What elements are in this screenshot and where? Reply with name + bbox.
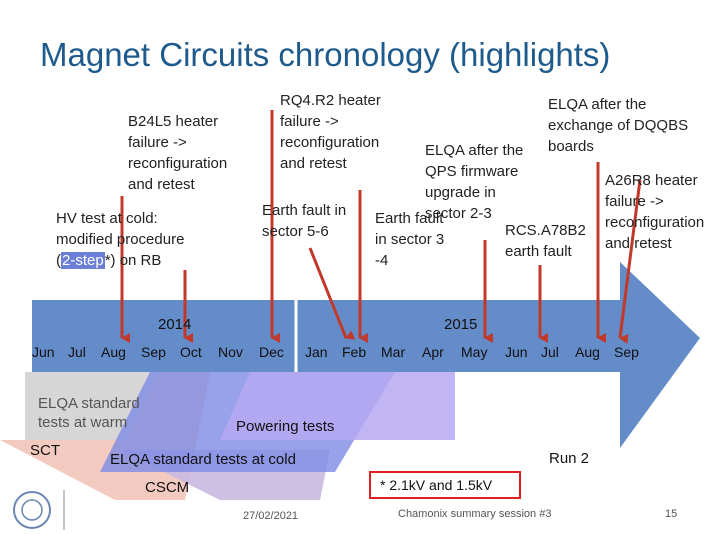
month-label: Jan — [305, 344, 328, 360]
event-rcs-a78b2: RCS.A78B2 earth fault — [505, 222, 586, 260]
footer-date: 27/02/2021 — [243, 510, 299, 522]
cern-logo — [14, 492, 50, 528]
month-label: Nov — [218, 344, 243, 360]
event-elqa-dqqbs: ELQA after the exchange of DQQBS boards — [548, 96, 689, 155]
event-hv-test: HV test at cold: modified procedure (2-step*) on RB — [56, 210, 185, 269]
year-2014: 2014 — [158, 316, 192, 333]
event-elqa-qps: ELQA after the QPS firmware upgrade in sector 2-3 — [425, 142, 524, 222]
footnote-text: * 2.1kV and 1.5kV — [380, 477, 493, 493]
month-label: Aug — [101, 344, 126, 360]
two-step-highlight: 2-step — [62, 252, 104, 269]
month-label: Jul — [68, 344, 86, 360]
event-b24l5: B24L5 heater failure -> reconfiguration and retest — [128, 113, 228, 193]
phase-run2: Run 2 — [549, 450, 590, 467]
month-label: Jun — [505, 344, 528, 360]
phase-sct: SCT — [30, 442, 60, 459]
year-2015: 2015 — [444, 316, 478, 333]
month-label: Apr — [422, 344, 444, 360]
phase-elqa-warm: ELQA standard tests at warm — [38, 395, 140, 431]
event-earth-fault-s34: Earth fault in sector 3 -4 — [375, 210, 445, 269]
footer-session: Chamonix summary session #3 — [398, 508, 552, 520]
month-label: Dec — [259, 344, 284, 360]
page-title: Magnet Circuits chronology (highlights) — [40, 36, 611, 73]
event-a26r8: A26R8 heater failure -> reconfiguration and retest — [605, 172, 705, 252]
phase-powering: Powering tests — [236, 418, 335, 435]
month-label: Sep — [614, 344, 639, 360]
month-label: Sep — [141, 344, 166, 360]
month-label: Jun — [32, 344, 55, 360]
footer-page-number: 15 — [665, 508, 678, 520]
month-label: Oct — [180, 344, 202, 360]
month-label: May — [461, 344, 488, 360]
month-label: Aug — [575, 344, 600, 360]
phase-elqa-cold: ELQA standard tests at cold — [110, 451, 296, 468]
month-label: Mar — [381, 344, 406, 360]
event-earth-fault-s56: Earth fault in sector 5-6 — [262, 202, 347, 240]
month-label: Feb — [342, 344, 367, 360]
month-label: Jul — [541, 344, 559, 360]
phase-cscm: CSCM — [145, 479, 190, 496]
event-rq4r2: RQ4.R2 heater failure -> reconfiguration and retest — [280, 92, 381, 172]
